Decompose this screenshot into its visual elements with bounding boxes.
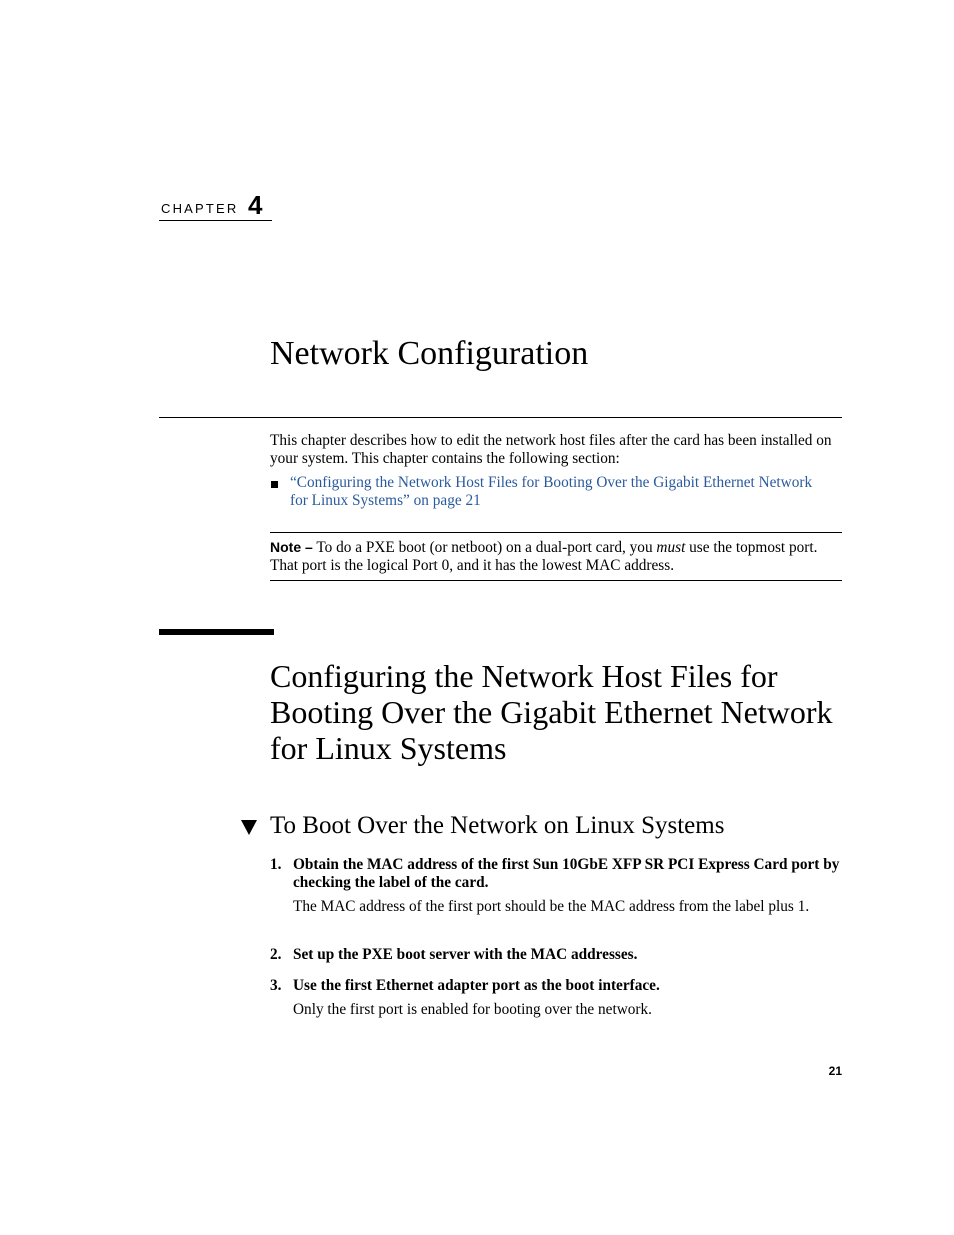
- note-box: [270, 538, 842, 575]
- step-number: 2.: [270, 946, 282, 963]
- step-2: [270, 946, 842, 964]
- step-detail: The MAC address of the first port should be the MAC address from the label plus 1.: [293, 898, 810, 915]
- bullet-square-icon: [271, 481, 278, 488]
- procedure-title: To Boot Over the Network on Linux Systems: [270, 812, 725, 839]
- step-instruction: Set up the PXE boot server with the MAC addresses.: [293, 946, 638, 963]
- chapter-title: Network Configuration: [270, 335, 589, 372]
- intro-paragraph: This chapter describes how to edit the network host files after the card has been installed on your system. This chapter contains the following section:: [270, 432, 832, 467]
- section-bar: [159, 629, 274, 635]
- note-text-after: use the topmost port. That port is the logical Port 0, and it has the lowest MAC address.: [270, 539, 818, 574]
- chapter-label: CHAPTER: [161, 201, 239, 216]
- step-instruction: Use the first Ethernet adapter port as the boot interface.: [293, 977, 660, 994]
- note-text-before: To do a PXE boot (or netboot) on a dual-port card, you: [316, 539, 653, 556]
- step-3: [270, 977, 842, 995]
- note-emphasis: must: [656, 539, 686, 556]
- step-number: 1.: [270, 856, 282, 873]
- note-bottom-rule: [270, 580, 842, 581]
- note-top-rule: [270, 532, 842, 533]
- page-number: 21: [828, 1064, 842, 1078]
- title-divider: [159, 417, 842, 418]
- chapter-number: 4: [248, 190, 263, 220]
- section-title: Configuring the Network Host Files for Booting Over the Gigabit Ethernet Network for Linux Systems: [270, 658, 833, 766]
- chapter-heading: [159, 190, 272, 221]
- triangle-down-icon: [241, 820, 257, 835]
- section-cross-reference-link[interactable]: “Configuring the Network Host Files for Booting Over the Gigabit Ethernet Network for Linux Systems” on page 21: [290, 474, 813, 509]
- step-instruction: Obtain the MAC address of the first Sun 10GbE XFP SR PCI Express Card port by checking the label of the card.: [293, 856, 840, 891]
- note-label: Note –: [270, 539, 313, 555]
- step-1: [270, 856, 842, 892]
- step-detail: Only the first port is enabled for booting over the network.: [293, 1001, 652, 1018]
- step-number: 3.: [270, 977, 282, 994]
